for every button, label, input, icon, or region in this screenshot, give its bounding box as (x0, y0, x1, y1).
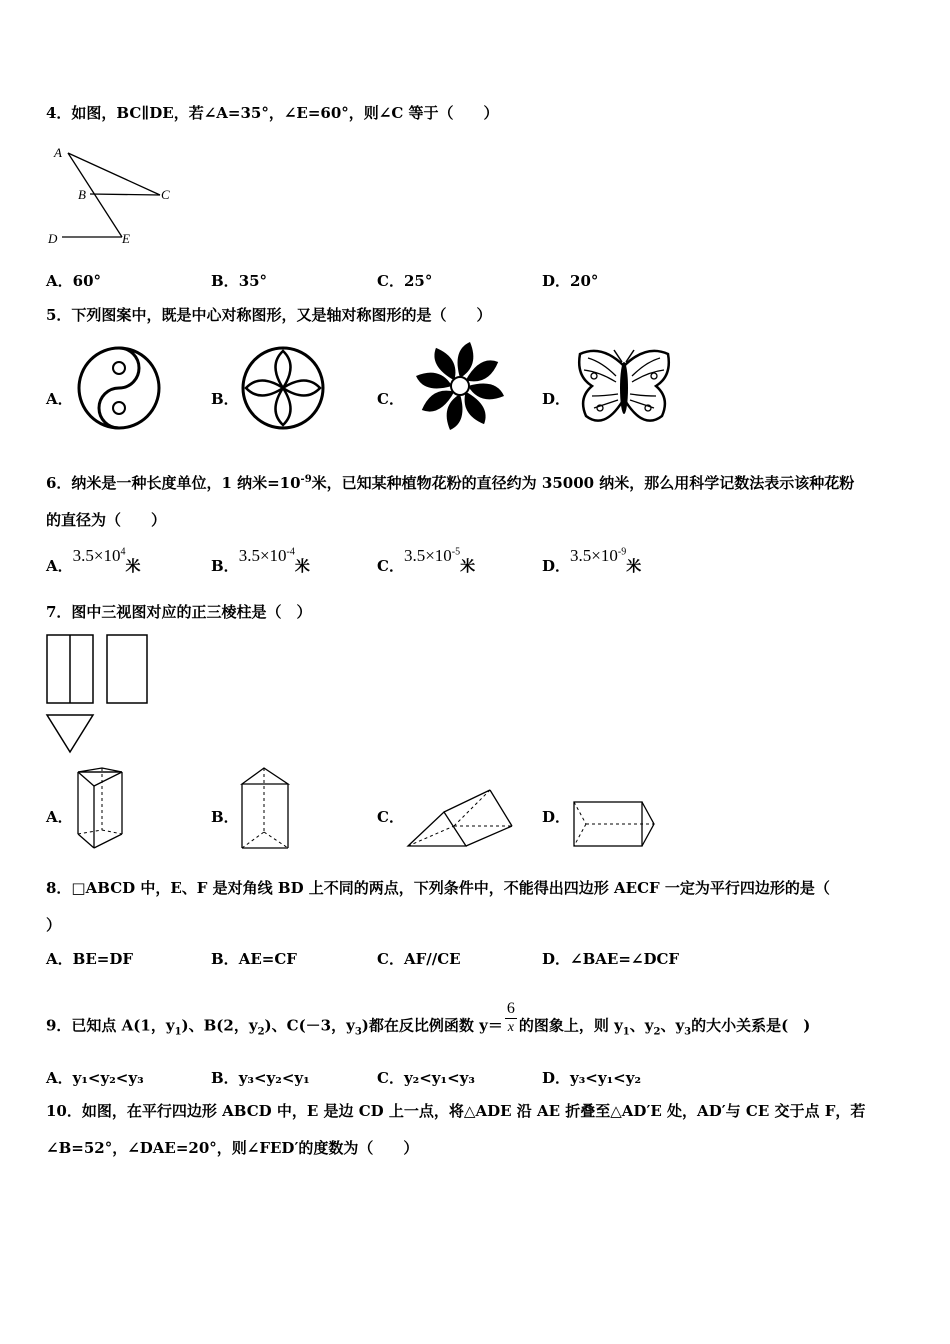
q4-option-a[interactable]: A．60° (46, 272, 102, 290)
q4-label-e: E (122, 231, 130, 246)
q8-stem-line1: 8．□ABCD 中，E、F 是对角线 BD 上不同的两点，下列条件中，不能得出四边形 AECF 一定为平行四边形的是（ (46, 879, 830, 897)
q10-stem-line1: 10．如图，在平行四边形 ABCD 中，E 是边 CD 上一点，将△ADE 沿 AE 折叠至△AD′E 处，AD′与 CE 交于点 F，若 (46, 1102, 866, 1120)
q4-stem: 4．如图，BC∥DE，若∠A=35°，∠E=60°，则∠C 等于（ ） (46, 104, 499, 122)
q9-stem: 9．已知点 A(1，$y_1$)、B(2，$y_2$)、C(－3，$y_3$)都在反比例函数 y＝ $\frac{6}{x}$ 的图象上，则 $y_1$、$y_2$、$y_3$的大小关系是( ) (46, 1000, 811, 1038)
q4-option-c[interactable]: C．25° (377, 272, 433, 290)
q7-option-c[interactable]: C． (377, 808, 404, 826)
q8-option-c[interactable]: C．AF//CE (377, 950, 461, 968)
q6-stem-line2: 的直径为（ ） (46, 511, 167, 529)
q4-option-b[interactable]: B．35° (211, 272, 268, 290)
q5-option-a[interactable]: A． (46, 390, 73, 408)
q9-option-b[interactable]: B．y₃<y₂<y₁ (211, 1069, 310, 1087)
q9-option-d[interactable]: D．y₃<y₁<y₂ (542, 1069, 642, 1087)
q6-option-d[interactable]: D．$3.5\times 10^{-9}$米 (542, 546, 642, 575)
q5-option-d[interactable]: D． (542, 390, 571, 408)
butterfly-icon (572, 346, 676, 432)
q8-stem-line2: ） (46, 916, 62, 934)
q10-stem-line2: ∠B=52°，∠DAE=20°，则∠FED′的度数为（ ） (46, 1139, 419, 1157)
q6-stem-line1: 6．纳米是一种长度单位，1 纳米$=10^{-9}$米，已知某种植物花粉的直径约为 35000 纳米，那么用科学记数法表示该种花粉 (46, 474, 855, 492)
q8-option-a[interactable]: A．BE=DF (46, 950, 133, 968)
q9-option-a[interactable]: A．y₁<y₂<y₃ (46, 1069, 144, 1087)
q7-stem: 7．图中三视图对应的正三棱柱是（ ） (46, 603, 312, 621)
q4-triangle-figure (44, 140, 179, 250)
q5-option-c[interactable]: C． (377, 390, 404, 408)
q9-option-c[interactable]: C．y₂<y₁<y₃ (377, 1069, 475, 1087)
three-view-drawing (44, 632, 152, 758)
yin-yang-icon (74, 343, 166, 433)
q6-option-b[interactable]: B．$3.5\times 10^{-4}$米 (211, 546, 310, 575)
prism-d-figure (570, 798, 660, 850)
q4-option-d[interactable]: D．20° (542, 272, 599, 290)
prism-b-figure (238, 764, 294, 854)
q8-option-d[interactable]: D．∠BAE=∠DCF (542, 950, 680, 968)
prism-c-figure (404, 786, 516, 852)
pinwheel-flower-icon (410, 338, 510, 434)
q5-stem: 5．下列图案中，既是中心对称图形，又是轴对称图形的是（ ） (46, 306, 492, 324)
q8-option-b[interactable]: B．AE=CF (211, 950, 297, 968)
q5-option-b[interactable]: B． (211, 390, 239, 408)
q4-label-d: D (48, 231, 58, 246)
q6-option-c[interactable]: C．$3.5\times 10^{-5}$米 (377, 546, 476, 575)
q4-label-c: C (161, 187, 170, 202)
q7-option-b[interactable]: B． (211, 808, 239, 826)
q4-label-b: B (78, 187, 86, 202)
prism-a-figure (72, 762, 128, 854)
q7-option-a[interactable]: A． (46, 808, 73, 826)
q4-label-a: A (54, 145, 62, 160)
fraction-6-over-x: $\frac{6}{x}$ (506, 1000, 515, 1035)
q7-option-d[interactable]: D． (542, 808, 571, 826)
four-petal-circle-icon (238, 343, 330, 433)
q6-option-a[interactable]: A．$3.5\times 10^4$米 (46, 546, 141, 575)
